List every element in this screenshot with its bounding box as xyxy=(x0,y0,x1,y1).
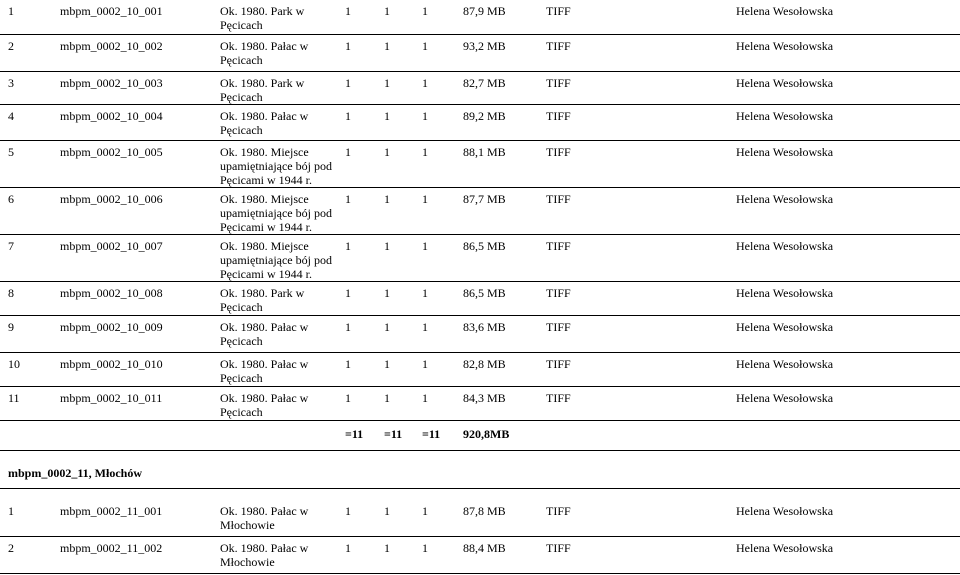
row-title: Ok. 1980. Pałac w Pęcicach xyxy=(220,34,345,71)
row-author: Helena Wesołowska xyxy=(736,315,960,352)
table-row xyxy=(0,536,960,573)
row-file-size: 87,9 MB xyxy=(463,0,546,34)
row-col-a: 1 xyxy=(345,140,384,187)
row-col-a: 1 xyxy=(345,500,384,536)
row-format: TIFF xyxy=(546,0,736,34)
row-file-size: 84,3 MB xyxy=(463,386,546,420)
row-title: Ok. 1980. Miejsce upamiętniające bój pod Pęcicami w 1944 r. xyxy=(220,234,345,281)
row-col-c: 1 xyxy=(422,187,463,234)
row-identifier: mbpm_0002_11_002 xyxy=(60,536,220,573)
table-row xyxy=(0,352,960,386)
section-title: mbpm_0002_11, Młochów xyxy=(0,462,960,488)
row-identifier: mbpm_0002_11_001 xyxy=(60,500,220,536)
row-col-c: 1 xyxy=(422,352,463,386)
row-file-size: 88,1 MB xyxy=(463,140,546,187)
row-number: 10 xyxy=(0,352,60,386)
row-file-size: 87,8 MB xyxy=(463,500,546,536)
row-number: 1 xyxy=(0,500,60,536)
row-col-b: 1 xyxy=(384,315,422,352)
row-title: Ok. 1980. Pałac w Pęcicach xyxy=(220,315,345,352)
table-row xyxy=(0,386,960,420)
row-format: TIFF xyxy=(546,315,736,352)
row-author: Helena Wesołowska xyxy=(736,34,960,71)
row-col-a: 1 xyxy=(345,71,384,104)
summary-spacer xyxy=(0,420,345,450)
table-row xyxy=(0,140,960,187)
row-col-b: 1 xyxy=(384,140,422,187)
table-row xyxy=(0,71,960,104)
row-title: Ok. 1980. Pałac w Młochowie xyxy=(220,500,345,536)
row-col-c: 1 xyxy=(422,140,463,187)
row-col-b: 1 xyxy=(384,187,422,234)
row-format: TIFF xyxy=(546,536,736,573)
row-col-c: 1 xyxy=(422,34,463,71)
row-col-b: 1 xyxy=(384,352,422,386)
table-row xyxy=(0,0,960,34)
row-col-a: 1 xyxy=(345,234,384,281)
gap-row xyxy=(0,488,960,500)
row-title: Ok. 1980. Park w Pęcicach xyxy=(220,71,345,104)
gap-row xyxy=(0,450,960,462)
row-identifier: mbpm_0002_10_008 xyxy=(60,281,220,315)
row-col-b: 1 xyxy=(384,104,422,140)
row-number: 2 xyxy=(0,34,60,71)
table-row xyxy=(0,34,960,71)
row-author: Helena Wesołowska xyxy=(736,352,960,386)
row-format: TIFF xyxy=(546,500,736,536)
row-file-size: 93,2 MB xyxy=(463,34,546,71)
row-number: 3 xyxy=(0,71,60,104)
table-row xyxy=(0,281,960,315)
row-number: 8 xyxy=(0,281,60,315)
row-file-size: 89,2 MB xyxy=(463,104,546,140)
row-col-b: 1 xyxy=(384,536,422,573)
row-number: 4 xyxy=(0,104,60,140)
row-format: TIFF xyxy=(546,71,736,104)
row-col-b: 1 xyxy=(384,34,422,71)
row-title: Ok. 1980. Park w Pęcicach xyxy=(220,281,345,315)
row-format: TIFF xyxy=(546,34,736,71)
row-number: 2 xyxy=(0,536,60,573)
row-author: Helena Wesołowska xyxy=(736,0,960,34)
row-file-size: 82,7 MB xyxy=(463,71,546,104)
row-col-a: 1 xyxy=(345,386,384,420)
row-identifier: mbpm_0002_10_003 xyxy=(60,71,220,104)
row-identifier: mbpm_0002_10_004 xyxy=(60,104,220,140)
row-col-b: 1 xyxy=(384,386,422,420)
row-author: Helena Wesołowska xyxy=(736,71,960,104)
row-title: Ok. 1980. Pałac w Pęcicach xyxy=(220,386,345,420)
row-col-c: 1 xyxy=(422,536,463,573)
row-col-b: 1 xyxy=(384,500,422,536)
row-col-b: 1 xyxy=(384,71,422,104)
row-format: TIFF xyxy=(546,386,736,420)
row-author: Helena Wesołowska xyxy=(736,536,960,573)
row-title: Ok. 1980. Pałac w Pęcicach xyxy=(220,352,345,386)
summary-b: =11 xyxy=(384,420,422,450)
row-identifier: mbpm_0002_10_009 xyxy=(60,315,220,352)
row-identifier: mbpm_0002_10_011 xyxy=(60,386,220,420)
row-author: Helena Wesołowska xyxy=(736,234,960,281)
row-col-c: 1 xyxy=(422,0,463,34)
row-col-a: 1 xyxy=(345,536,384,573)
row-file-size: 82,8 MB xyxy=(463,352,546,386)
summary-a: =11 xyxy=(345,420,384,450)
row-number: 6 xyxy=(0,187,60,234)
row-file-size: 88,4 MB xyxy=(463,536,546,573)
row-author: Helena Wesołowska xyxy=(736,104,960,140)
row-number: 1 xyxy=(0,0,60,34)
row-col-a: 1 xyxy=(345,34,384,71)
row-title: Ok. 1980. Miejsce upamiętniające bój pod Pęcicami w 1944 r. xyxy=(220,140,345,187)
row-col-b: 1 xyxy=(384,0,422,34)
table-row xyxy=(0,500,960,536)
row-col-c: 1 xyxy=(422,71,463,104)
row-file-size: 86,5 MB xyxy=(463,234,546,281)
row-title: Ok. 1980. Pałac w Młochowie xyxy=(220,536,345,573)
row-col-a: 1 xyxy=(345,352,384,386)
table-body-11 xyxy=(0,500,960,573)
row-identifier: mbpm_0002_10_007 xyxy=(60,234,220,281)
row-format: TIFF xyxy=(546,104,736,140)
row-number: 7 xyxy=(0,234,60,281)
summary-section xyxy=(0,420,960,500)
row-format: TIFF xyxy=(546,234,736,281)
row-col-c: 1 xyxy=(422,315,463,352)
row-col-a: 1 xyxy=(345,187,384,234)
table-row xyxy=(0,187,960,234)
row-format: TIFF xyxy=(546,187,736,234)
row-identifier: mbpm_0002_10_001 xyxy=(60,0,220,34)
row-col-b: 1 xyxy=(384,234,422,281)
row-col-c: 1 xyxy=(422,281,463,315)
row-identifier: mbpm_0002_10_010 xyxy=(60,352,220,386)
row-col-c: 1 xyxy=(422,104,463,140)
row-number: 9 xyxy=(0,315,60,352)
summary-row xyxy=(0,420,960,450)
table-row xyxy=(0,315,960,352)
row-file-size: 87,7 MB xyxy=(463,187,546,234)
row-author: Helena Wesołowska xyxy=(736,500,960,536)
row-file-size: 83,6 MB xyxy=(463,315,546,352)
summary-spacer-end xyxy=(546,420,960,450)
row-col-c: 1 xyxy=(422,386,463,420)
row-col-a: 1 xyxy=(345,104,384,140)
row-identifier: mbpm_0002_10_002 xyxy=(60,34,220,71)
summary-size: 920,8MB xyxy=(463,420,546,450)
row-identifier: mbpm_0002_10_006 xyxy=(60,187,220,234)
row-col-a: 1 xyxy=(345,281,384,315)
row-author: Helena Wesołowska xyxy=(736,386,960,420)
row-number: 11 xyxy=(0,386,60,420)
summary-c: =11 xyxy=(422,420,463,450)
row-title: Ok. 1980. Park w Pęcicach xyxy=(220,0,345,34)
row-format: TIFF xyxy=(546,140,736,187)
row-col-a: 1 xyxy=(345,315,384,352)
row-identifier: mbpm_0002_10_005 xyxy=(60,140,220,187)
row-author: Helena Wesołowska xyxy=(736,281,960,315)
row-title: Ok. 1980. Miejsce upamiętniające bój pod Pęcicami w 1944 r. xyxy=(220,187,345,234)
table-row xyxy=(0,234,960,281)
row-number: 5 xyxy=(0,140,60,187)
row-title: Ok. 1980. Pałac w Pęcicach xyxy=(220,104,345,140)
row-col-a: 1 xyxy=(345,0,384,34)
row-format: TIFF xyxy=(546,281,736,315)
row-author: Helena Wesołowska xyxy=(736,140,960,187)
row-col-b: 1 xyxy=(384,281,422,315)
table-row xyxy=(0,104,960,140)
row-author: Helena Wesołowska xyxy=(736,187,960,234)
row-file-size: 86,5 MB xyxy=(463,281,546,315)
row-col-c: 1 xyxy=(422,500,463,536)
section-header-row xyxy=(0,462,960,488)
row-format: TIFF xyxy=(546,352,736,386)
row-col-c: 1 xyxy=(422,234,463,281)
